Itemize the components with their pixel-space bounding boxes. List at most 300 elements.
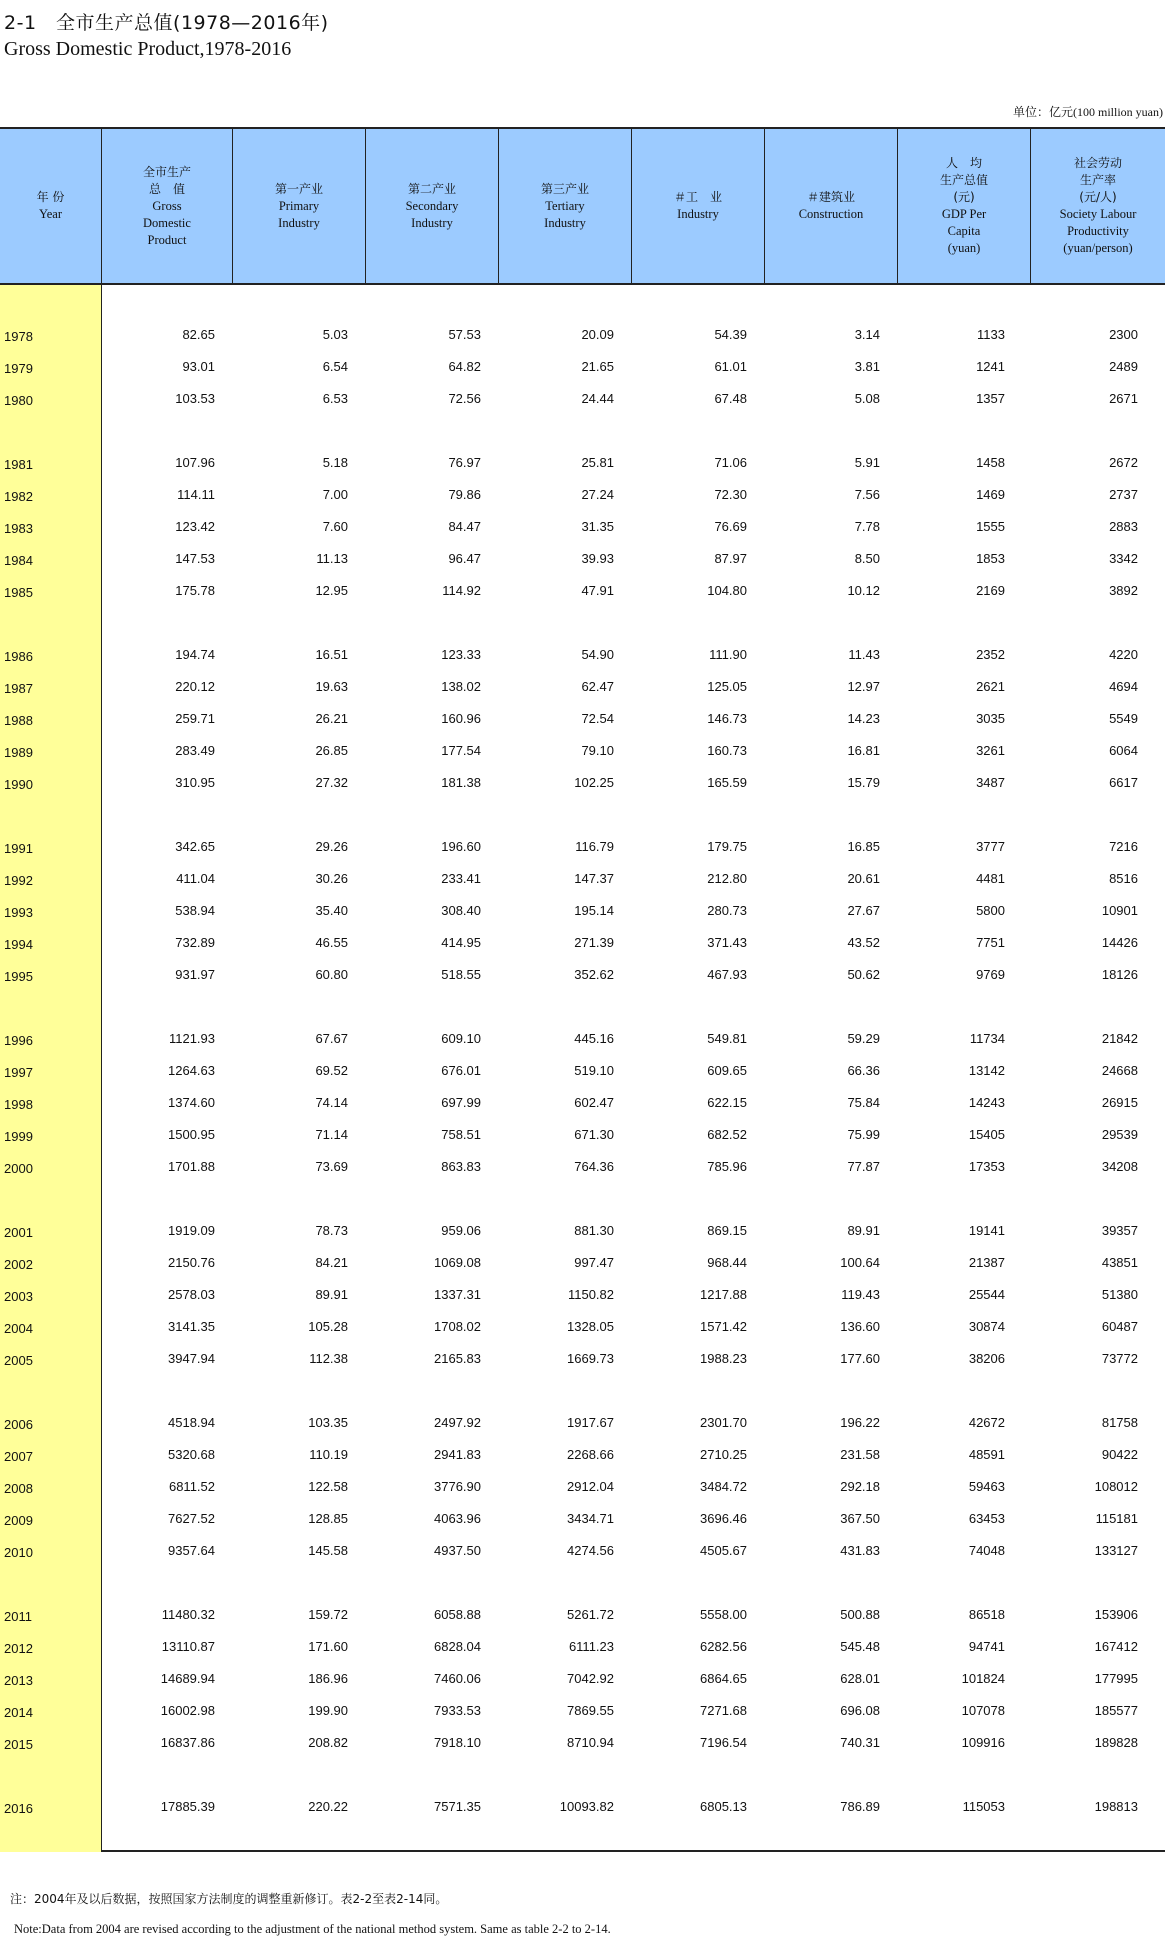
value-cell: 179.75 (707, 839, 747, 854)
value-cell: 7042.92 (567, 1671, 614, 1686)
value-cell: 16.51 (315, 647, 348, 662)
table-row (0, 1023, 1165, 1055)
column-header-2 (233, 129, 366, 283)
value-cell: 1357 (976, 391, 1005, 406)
year-cell: 1979 (4, 361, 33, 376)
value-cell: 59463 (968, 1479, 1005, 1494)
value-cell: 103.53 (175, 391, 215, 406)
value-cell: 66.36 (847, 1063, 880, 1078)
year-cell: 2000 (4, 1161, 33, 1176)
value-cell: 1500.95 (168, 1127, 215, 1142)
table-row (0, 1631, 1165, 1663)
year-cell: 1992 (4, 873, 33, 888)
value-cell: 75.84 (847, 1095, 880, 1110)
year-cell: 1994 (4, 937, 33, 952)
value-cell: 84.47 (448, 519, 481, 534)
value-cell: 39357 (1101, 1223, 1138, 1238)
column-header-line: 社会劳动 (1073, 156, 1122, 170)
value-cell: 7.78 (854, 519, 880, 534)
value-cell: 1121.93 (168, 1031, 215, 1046)
column-header-line: Society Labour (1059, 207, 1137, 221)
year-cell: 2014 (4, 1705, 33, 1720)
value-cell: 3.81 (854, 359, 880, 374)
value-cell: 2301.70 (700, 1415, 747, 1430)
value-cell: 20.09 (581, 327, 614, 342)
value-cell: 3.14 (854, 327, 880, 342)
value-cell: 114.92 (442, 583, 481, 598)
table-row (0, 863, 1165, 895)
value-cell: 2578.03 (168, 1287, 215, 1302)
value-cell: 3035 (976, 711, 1005, 726)
value-cell: 63453 (968, 1511, 1005, 1526)
value-cell: 125.05 (707, 679, 747, 694)
value-cell: 27.32 (315, 775, 348, 790)
value-cell: 1374.60 (168, 1095, 215, 1110)
value-cell: 72.54 (581, 711, 614, 726)
table-row (0, 1215, 1165, 1247)
value-cell: 5.18 (322, 455, 348, 470)
table-row (0, 831, 1165, 863)
year-cell: 1983 (4, 521, 33, 536)
value-cell: 57.53 (448, 327, 481, 342)
value-cell: 519.10 (574, 1063, 614, 1078)
value-cell: 29539 (1101, 1127, 1138, 1142)
value-cell: 2169 (976, 583, 1005, 598)
unit-label (1013, 103, 1163, 120)
column-header-8 (1031, 129, 1165, 283)
value-cell: 26.21 (315, 711, 348, 726)
year-cell: 2007 (4, 1449, 33, 1464)
value-cell: 628.01 (840, 1671, 880, 1686)
value-cell: 431.83 (840, 1543, 880, 1558)
value-cell: 292.18 (840, 1479, 880, 1494)
value-cell: 6617 (1109, 775, 1138, 790)
year-cell: 1990 (4, 777, 33, 792)
value-cell: 79.10 (581, 743, 614, 758)
value-cell: 231.58 (840, 1447, 880, 1462)
value-cell: 195.14 (574, 903, 614, 918)
value-cell: 153906 (1094, 1607, 1138, 1622)
value-cell: 3777 (976, 839, 1005, 854)
year-cell: 2009 (4, 1513, 33, 1528)
value-cell: 89.91 (315, 1287, 348, 1302)
year-cell: 1988 (4, 713, 33, 728)
year-cell: 2001 (4, 1225, 33, 1240)
value-cell: 6811.52 (168, 1479, 215, 1494)
value-cell: 220.22 (308, 1799, 348, 1814)
value-cell: 371.43 (707, 935, 747, 950)
value-cell: 968.44 (707, 1255, 747, 1270)
value-cell: 1217.88 (700, 1287, 747, 1302)
value-cell: 110.19 (309, 1447, 348, 1462)
unit-label-en: (100 million yuan) (1073, 105, 1163, 119)
column-header-line: Primary (278, 198, 320, 213)
column-header-line: Industry (411, 215, 453, 230)
value-cell: 147.53 (175, 551, 215, 566)
value-cell: 8.50 (854, 551, 880, 566)
value-cell: 128.85 (308, 1511, 348, 1526)
year-cell: 2005 (4, 1353, 33, 1368)
table-row (0, 1279, 1165, 1311)
year-cell: 2004 (4, 1321, 33, 1336)
year-cell: 1995 (4, 969, 33, 984)
value-cell: 5261.72 (567, 1607, 614, 1622)
value-cell: 545.48 (840, 1639, 880, 1654)
value-cell: 3484.72 (700, 1479, 747, 1494)
value-cell: 1701.88 (168, 1159, 215, 1174)
column-header-line: Domestic (143, 215, 191, 230)
value-cell: 31.35 (581, 519, 614, 534)
value-cell: 90422 (1101, 1447, 1138, 1462)
value-cell: 61.01 (714, 359, 747, 374)
value-cell: 145.58 (308, 1543, 348, 1558)
value-cell: 3434.71 (567, 1511, 614, 1526)
year-cell: 1987 (4, 681, 33, 696)
year-cell: 2016 (4, 1801, 33, 1816)
page-title-en: Gross Domestic Product,1978-2016 (4, 38, 292, 60)
table-row (0, 735, 1165, 767)
value-cell: 60487 (1101, 1319, 1138, 1334)
value-cell: 5.91 (854, 455, 880, 470)
column-header-line: ＃建筑业 (806, 190, 855, 204)
table-row (0, 575, 1165, 607)
value-cell: 1458 (976, 455, 1005, 470)
table-row (0, 639, 1165, 671)
page-title-cn: 2-1 全市生产总值(1978—2016年) (4, 12, 329, 34)
value-cell: 71.14 (315, 1127, 348, 1142)
table-row (0, 1439, 1165, 1471)
value-cell: 136.60 (840, 1319, 880, 1334)
value-cell: 123.33 (441, 647, 481, 662)
value-cell: 54.39 (714, 327, 747, 342)
value-cell: 3487 (976, 775, 1005, 790)
table-row (0, 767, 1165, 799)
value-cell: 6864.65 (700, 1671, 747, 1686)
table-row (0, 479, 1165, 511)
value-cell: 2165.83 (434, 1351, 481, 1366)
value-cell: 16837.86 (160, 1735, 215, 1750)
value-cell: 73772 (1101, 1351, 1138, 1366)
year-cell: 1991 (4, 841, 33, 856)
year-cell: 1993 (4, 905, 33, 920)
value-cell: 107.96 (175, 455, 215, 470)
table-row (0, 1599, 1165, 1631)
column-header-0 (0, 129, 102, 283)
value-cell: 12.97 (847, 679, 880, 694)
value-cell: 11734 (969, 1031, 1005, 1046)
value-cell: 467.93 (707, 967, 747, 982)
value-cell: 7.00 (322, 487, 348, 502)
table-row (0, 1727, 1165, 1759)
value-cell: 74.14 (315, 1095, 348, 1110)
value-cell: 3261 (976, 743, 1005, 758)
value-cell: 82.65 (182, 327, 215, 342)
value-cell: 342.65 (175, 839, 215, 854)
column-header-7 (898, 129, 1031, 283)
value-cell: 159.72 (308, 1607, 348, 1622)
table-row (0, 703, 1165, 735)
value-cell: 177.60 (840, 1351, 880, 1366)
table-row (0, 1663, 1165, 1695)
value-cell: 75.99 (847, 1127, 880, 1142)
value-cell: 785.96 (707, 1159, 747, 1174)
value-cell: 1264.63 (168, 1063, 215, 1078)
column-header-line: (元) (953, 190, 975, 204)
column-header-line: Productivity (1067, 224, 1129, 238)
value-cell: 2497.92 (434, 1415, 481, 1430)
value-cell: 3947.94 (168, 1351, 215, 1366)
year-cell: 2002 (4, 1257, 33, 1272)
value-cell: 87.97 (714, 551, 747, 566)
value-cell: 414.95 (441, 935, 481, 950)
value-cell: 42672 (968, 1415, 1005, 1430)
value-cell: 5800 (976, 903, 1005, 918)
table-row (0, 383, 1165, 415)
column-header-3 (366, 129, 499, 283)
value-cell: 1241 (976, 359, 1005, 374)
value-cell: 25.81 (581, 455, 614, 470)
value-cell: 46.55 (315, 935, 348, 950)
value-cell: 280.73 (707, 903, 747, 918)
value-cell: 51380 (1101, 1287, 1138, 1302)
gdp-table (0, 127, 1165, 1852)
column-header-line: GDP Per (941, 207, 987, 221)
value-cell: 27.67 (847, 903, 880, 918)
value-cell: 2941.83 (434, 1447, 481, 1462)
value-cell: 67.67 (315, 1031, 348, 1046)
value-cell: 1919.09 (168, 1223, 215, 1238)
table-row (0, 1343, 1165, 1375)
value-cell: 175.78 (175, 583, 215, 598)
value-cell: 26915 (1101, 1095, 1138, 1110)
value-cell: 79.86 (448, 487, 481, 502)
table-header (0, 129, 1165, 285)
value-cell: 77.87 (847, 1159, 880, 1174)
value-cell: 7216 (1109, 839, 1138, 854)
value-cell: 220.12 (175, 679, 215, 694)
value-cell: 5.08 (854, 391, 880, 406)
value-cell: 6282.56 (700, 1639, 747, 1654)
value-cell: 758.51 (441, 1127, 481, 1142)
value-cell: 2671 (1109, 391, 1138, 406)
table-row (0, 1471, 1165, 1503)
value-cell: 786.89 (840, 1799, 880, 1814)
value-cell: 6058.88 (434, 1607, 481, 1622)
column-header-4 (499, 129, 632, 283)
column-header-line: Industry (544, 215, 586, 230)
value-cell: 43851 (1101, 1255, 1138, 1270)
column-header-5 (632, 129, 765, 283)
value-cell: 7271.68 (700, 1703, 747, 1718)
value-cell: 212.80 (707, 871, 747, 886)
value-cell: 138.02 (441, 679, 481, 694)
table-row (0, 1407, 1165, 1439)
value-cell: 609.10 (441, 1031, 481, 1046)
value-cell: 38206 (968, 1351, 1005, 1366)
value-cell: 24668 (1101, 1063, 1138, 1078)
value-cell: 67.48 (714, 391, 747, 406)
year-cell: 1999 (4, 1129, 33, 1144)
value-cell: 259.71 (175, 711, 215, 726)
value-cell: 114.11 (177, 487, 215, 502)
value-cell: 16.81 (847, 743, 880, 758)
value-cell: 16.85 (847, 839, 880, 854)
value-cell: 4694 (1109, 679, 1138, 694)
value-cell: 104.80 (707, 583, 747, 598)
value-cell: 283.49 (175, 743, 215, 758)
year-cell: 1981 (4, 457, 33, 472)
value-cell: 14426 (1101, 935, 1138, 950)
column-header-line: 生产总值 (939, 173, 988, 187)
value-cell: 4505.67 (700, 1543, 747, 1558)
value-cell: 609.65 (707, 1063, 747, 1078)
value-cell: 21.65 (581, 359, 614, 374)
value-cell: 78.73 (315, 1223, 348, 1238)
value-cell: 2150.76 (168, 1255, 215, 1270)
value-cell: 4937.50 (434, 1543, 481, 1558)
column-header-line: Capita (947, 224, 981, 238)
value-cell: 445.16 (574, 1031, 614, 1046)
value-cell: 105.28 (308, 1319, 348, 1334)
value-cell: 7196.54 (700, 1735, 747, 1750)
value-cell: 186.96 (308, 1671, 348, 1686)
value-cell: 26.85 (315, 743, 348, 758)
table-row (0, 447, 1165, 479)
value-cell: 11.43 (848, 647, 880, 662)
value-cell: 16002.98 (160, 1703, 215, 1718)
value-cell: 147.37 (574, 871, 614, 886)
value-cell: 119.43 (841, 1287, 880, 1302)
value-cell: 676.01 (441, 1063, 481, 1078)
value-cell: 1853 (976, 551, 1005, 566)
value-cell: 189828 (1094, 1735, 1138, 1750)
value-cell: 538.94 (175, 903, 215, 918)
table-row (0, 543, 1165, 575)
value-cell: 146.73 (707, 711, 747, 726)
value-cell: 73.69 (315, 1159, 348, 1174)
value-cell: 17353 (968, 1159, 1005, 1174)
column-header-line: Tertiary (545, 198, 585, 213)
value-cell: 7.60 (322, 519, 348, 534)
value-cell: 1669.73 (567, 1351, 614, 1366)
value-cell: 60.80 (315, 967, 348, 982)
value-cell: 5549 (1109, 711, 1138, 726)
value-cell: 116.79 (575, 839, 614, 854)
column-header-line: Product (147, 232, 187, 247)
value-cell: 931.97 (175, 967, 215, 982)
value-cell: 7918.10 (434, 1735, 481, 1750)
value-cell: 271.39 (574, 935, 614, 950)
value-cell: 3696.46 (700, 1511, 747, 1526)
value-cell: 54.90 (581, 647, 614, 662)
value-cell: 167412 (1094, 1639, 1138, 1654)
value-cell: 1917.67 (567, 1415, 614, 1430)
value-cell: 107078 (961, 1703, 1005, 1718)
value-cell: 863.83 (441, 1159, 481, 1174)
value-cell: 2883 (1109, 519, 1138, 534)
value-cell: 43.52 (847, 935, 880, 950)
value-cell: 2352 (976, 647, 1005, 662)
column-header-line: 人 均 (945, 156, 982, 170)
value-cell: 122.58 (308, 1479, 348, 1494)
value-cell: 160.73 (707, 743, 747, 758)
column-header-line: 年 份 (36, 190, 65, 204)
column-header-line: 第三产业 (540, 181, 589, 196)
value-cell: 2912.04 (567, 1479, 614, 1494)
value-cell: 21842 (1101, 1031, 1138, 1046)
value-cell: 24.44 (581, 391, 614, 406)
value-cell: 3776.90 (434, 1479, 481, 1494)
year-cell: 2012 (4, 1641, 33, 1656)
table-row (0, 927, 1165, 959)
value-cell: 10.12 (847, 583, 880, 598)
year-cell: 1996 (4, 1033, 33, 1048)
value-cell: 4274.56 (567, 1543, 614, 1558)
value-cell: 3141.35 (168, 1319, 215, 1334)
value-cell: 103.35 (308, 1415, 348, 1430)
value-cell: 84.21 (315, 1255, 348, 1270)
footnote-en: Note:Data from 2004 are revised according to the adjustment of the national method system. Same as table 2-2 to 2-14. (14, 1922, 611, 1936)
value-cell: 2268.66 (567, 1447, 614, 1462)
value-cell: 48591 (968, 1447, 1005, 1462)
table-row (0, 959, 1165, 991)
value-cell: 367.50 (840, 1511, 880, 1526)
column-header-line: 第二产业 (407, 181, 456, 196)
value-cell: 1069.08 (434, 1255, 481, 1270)
value-cell: 15.79 (847, 775, 880, 790)
value-cell: 959.06 (441, 1223, 481, 1238)
value-cell: 39.93 (581, 551, 614, 566)
value-cell: 30874 (968, 1319, 1005, 1334)
table-row (0, 671, 1165, 703)
value-cell: 7751 (976, 935, 1005, 950)
year-cell: 1980 (4, 393, 33, 408)
value-cell: 2737 (1109, 487, 1138, 502)
table-row (0, 895, 1165, 927)
value-cell: 764.36 (574, 1159, 614, 1174)
value-cell: 112.38 (309, 1351, 348, 1366)
unit-label-cn: 单位：亿元 (1012, 105, 1073, 119)
value-cell: 4220 (1109, 647, 1138, 662)
value-cell: 86518 (968, 1607, 1005, 1622)
year-cell: 2003 (4, 1289, 33, 1304)
value-cell: 47.91 (581, 583, 614, 598)
column-header-line: (yuan) (947, 241, 981, 255)
value-cell: 102.25 (574, 775, 614, 790)
value-cell: 93.01 (182, 359, 215, 374)
value-cell: 109916 (961, 1735, 1005, 1750)
value-cell: 20.61 (847, 871, 880, 886)
value-cell: 71.06 (714, 455, 747, 470)
value-cell: 2621 (976, 679, 1005, 694)
table-row (0, 1087, 1165, 1119)
value-cell: 76.97 (448, 455, 481, 470)
value-cell: 14689.94 (160, 1671, 215, 1686)
value-cell: 549.81 (707, 1031, 747, 1046)
value-cell: 6805.13 (700, 1799, 747, 1814)
value-cell: 2300 (1109, 327, 1138, 342)
value-cell: 1150.82 (567, 1287, 614, 1302)
value-cell: 1555 (976, 519, 1005, 534)
value-cell: 18126 (1101, 967, 1138, 982)
value-cell: 1469 (976, 487, 1005, 502)
year-cell: 2013 (4, 1673, 33, 1688)
value-cell: 682.52 (707, 1127, 747, 1142)
value-cell: 602.47 (574, 1095, 614, 1110)
value-cell: 108012 (1094, 1479, 1138, 1494)
value-cell: 111.90 (709, 647, 747, 662)
value-cell: 14.23 (847, 711, 880, 726)
